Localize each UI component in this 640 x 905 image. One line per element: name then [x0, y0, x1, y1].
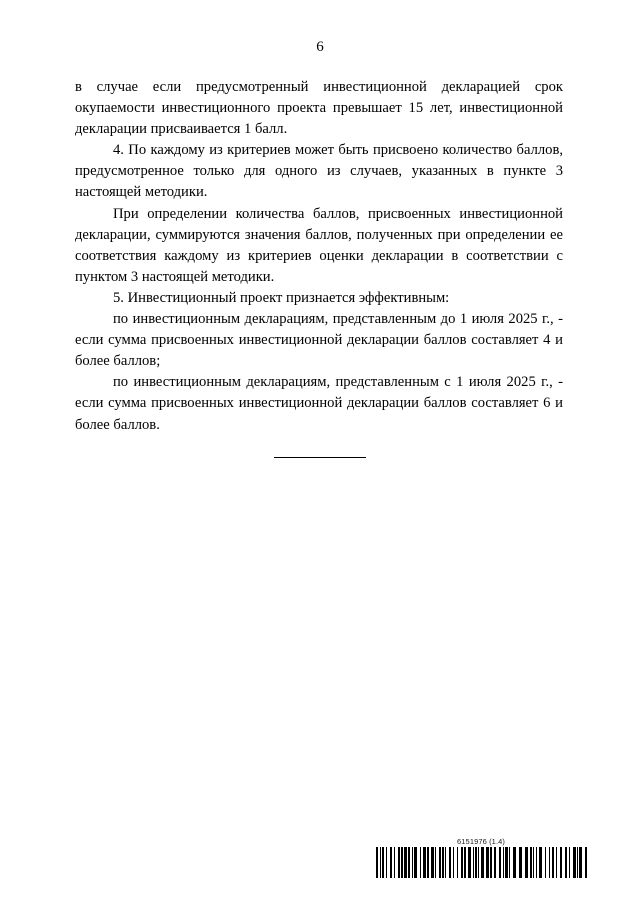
- paragraph-before-july-2025: по инвестиционным декларациям, представленным до 1 июля 2025 г., - если сумма присвоенных инвестиционной декларации баллов составляет 4 и более баллов;: [75, 311, 563, 370]
- document-code: 6151976 (1.4): [457, 837, 506, 846]
- paragraph-after-july-2025: по инвестиционным декларациям, представленным с 1 июля 2025 г., - если сумма присвоенных инвестиционной декларации баллов составляет 6 и более баллов.: [75, 374, 563, 433]
- paragraph-score-summation: При определении количества баллов, присвоенных инвестиционной декларации, суммируются значения баллов, полученных при определении ее соответствия каждому из критериев оценки декларации в соответствии с пунктом 3 настоящей методики.: [75, 205, 563, 285]
- document-body: [75, 77, 563, 436]
- paragraph-item-5: 5. Инвестиционный проект признается эффективным:: [113, 289, 450, 306]
- page-number: 6: [316, 39, 324, 55]
- end-separator-line: [274, 457, 366, 458]
- paragraph-payback-period: в случае если предусмотренный инвестиционной декларацией срок окупаемости инвестиционного проекта превышает 15 лет, инвестиционной декларации присваивается 1 балл.: [75, 79, 563, 138]
- paragraph-item-4: 4. По каждому из критериев может быть присвоено количество баллов, предусмотренное только для одного из случаев, указанных в пункте 3 настоящей методики.: [75, 142, 563, 201]
- barcode-image: [376, 847, 589, 878]
